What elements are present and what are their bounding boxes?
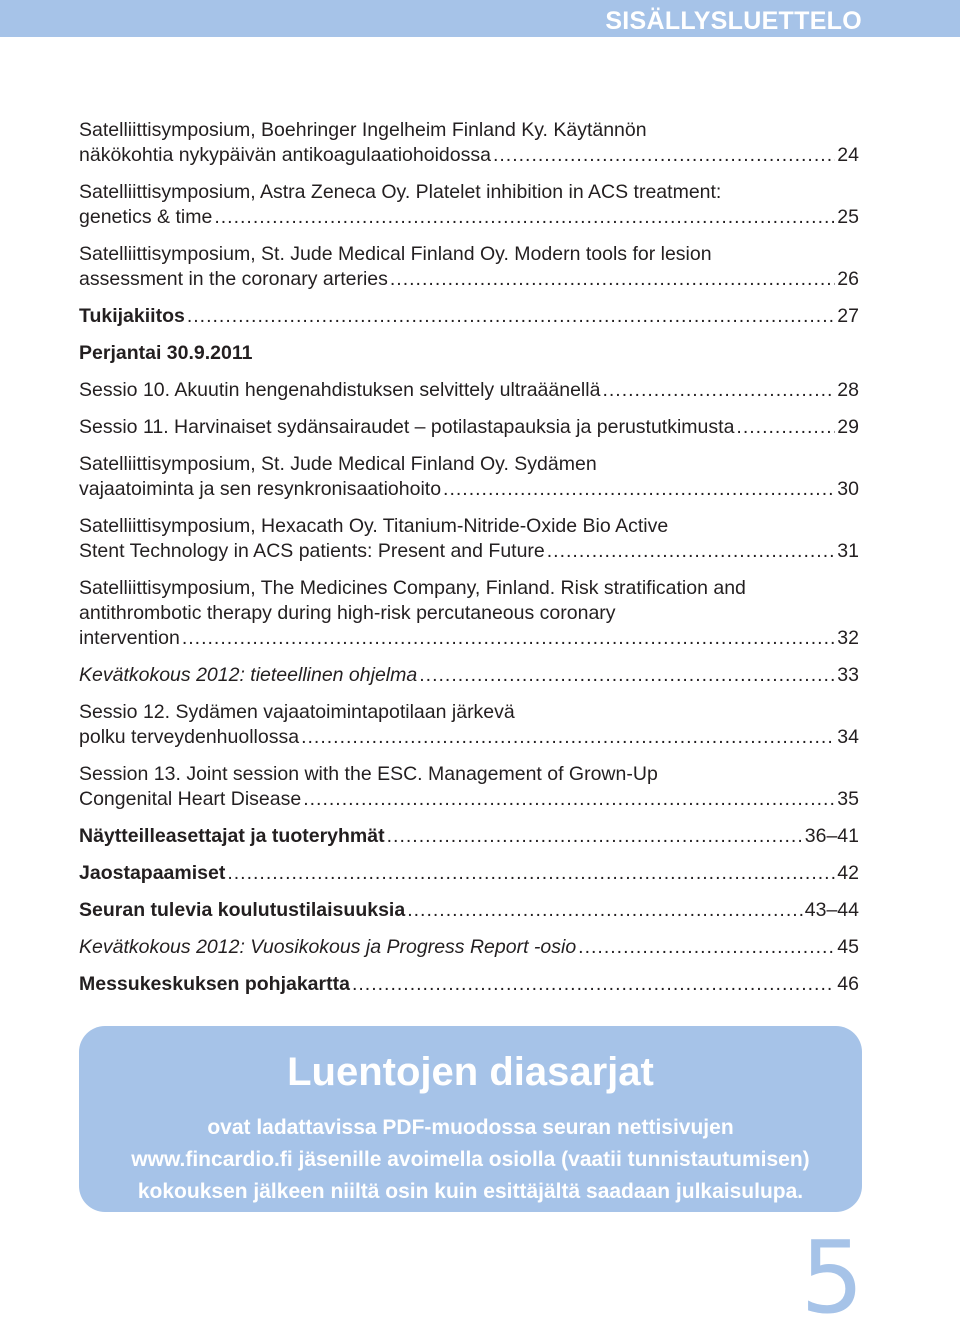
toc-entry-text: Sessio 12. Sydämen vajaatoimintapotilaan järkevä [79, 701, 515, 723]
info-box-line: kokouksen jälkeen niiltä osin kuin esittäjältä saadaan julkaisulupa. [137, 1180, 804, 1203]
page-ref: 42 [837, 862, 859, 884]
info-box-line: ovat ladattavissa PDF-muodossa seuran nettisivujen [207, 1116, 734, 1139]
page-ref: 31 [837, 540, 859, 562]
toc-entry-text: Session 13. Joint session with the ESC. Management of Grown-Up [79, 763, 658, 785]
toc-entry[interactable] [79, 972, 859, 997]
leader-dots [227, 861, 835, 886]
page-ref: 29 [837, 416, 859, 438]
page-ref: 33 [837, 664, 859, 686]
toc-entry-text: Kevätkokous 2012: tieteellinen ohjelma [79, 664, 418, 686]
page-ref: 28 [837, 379, 859, 401]
toc-entry-text: näkökohtia nykypäivän antikoagulaatiohoidossa [79, 144, 491, 166]
page-ref: 36–41 [804, 825, 859, 847]
toc-entry-text: Satelliittisymposium, Boehringer Ingelheim Finland Ky. Käytännön [79, 119, 647, 141]
page-ref: 27 [837, 305, 859, 327]
leader-dots [736, 415, 835, 440]
page-ref: 45 [837, 936, 859, 958]
toc-entry[interactable] [79, 304, 859, 329]
page-ref: 25 [837, 206, 859, 228]
toc-entry-text: Sessio 11. Harvinaiset sydänsairaudet – potilastapauksia ja perustutkimusta [79, 416, 735, 438]
toc-entry[interactable] [79, 762, 859, 812]
leader-dots [493, 143, 835, 168]
section-title: SISÄLLYSLUETTELO [605, 7, 862, 35]
leader-dots [390, 267, 835, 292]
leader-dots [214, 205, 835, 230]
toc-entry[interactable] [79, 576, 859, 651]
toc-entry-text: intervention [79, 627, 180, 649]
page-number: 5 [800, 1219, 864, 1336]
leader-dots [387, 824, 803, 849]
leader-dots [578, 935, 835, 960]
leader-dots [547, 539, 836, 564]
leader-dots [602, 378, 835, 403]
leader-dots [301, 725, 835, 750]
toc-entry-text: Messukeskuksen pohjakartta [79, 973, 350, 995]
page-ref: 35 [837, 788, 859, 810]
info-box-line[interactable]: www.fincardio.fi jäsenille avoimella osiolla (vaatii tunnistautumisen) [131, 1148, 810, 1171]
toc-entry[interactable] [79, 700, 859, 750]
toc-entry-text: Näytteilleasettajat ja tuoteryhmät [79, 825, 385, 847]
leader-dots [443, 477, 835, 502]
toc-entry-text: vajaatoiminta ja sen resynkronisaatiohoito [79, 478, 442, 500]
toc-entry-text: polku terveydenhuollossa [79, 726, 300, 748]
leader-dots [182, 626, 835, 651]
toc-entry[interactable] [79, 514, 859, 564]
toc-entry[interactable] [79, 861, 859, 886]
toc-entry[interactable] [79, 824, 859, 849]
toc-entry-text: Satelliittisymposium, St. Jude Medical Finland Oy. Modern tools for lesion [79, 243, 712, 265]
leader-dots [419, 663, 835, 688]
leader-dots [187, 304, 835, 329]
toc-entry[interactable] [79, 378, 859, 403]
day-heading: Perjantai 30.9.2011 [79, 342, 253, 364]
toc-entry[interactable] [79, 663, 859, 688]
page-ref: 43–44 [804, 899, 859, 921]
page-ref: 32 [837, 627, 859, 649]
toc-entry-text: antithrombotic therapy during high-risk percutaneous coronary [79, 602, 616, 624]
page-ref: 34 [837, 726, 859, 748]
toc-entry-text: assessment in the coronary arteries [79, 268, 388, 290]
toc-entry-text: Satelliittisymposium, Astra Zeneca Oy. Platelet inhibition in ACS treatment: [79, 181, 722, 203]
toc-entry[interactable] [79, 452, 859, 502]
toc-entry-text: Stent Technology in ACS patients: Present and Future [79, 540, 545, 562]
toc-entry-text: Satelliittisymposium, The Medicines Company, Finland. Risk stratification and [79, 577, 746, 599]
header-bar [0, 0, 960, 37]
toc-entry-text: genetics & time [79, 206, 213, 228]
toc-entry[interactable] [79, 898, 859, 923]
toc-entry[interactable] [79, 415, 859, 440]
toc-entry[interactable] [79, 935, 859, 960]
page-ref: 26 [837, 268, 859, 290]
toc-entry-text: Kevätkokous 2012: Vuosikokous ja Progress Report -osio [79, 936, 577, 958]
toc-entry-text: Jaostapaamiset [79, 862, 226, 884]
leader-dots [352, 972, 835, 997]
toc-entry-text: Seuran tulevia koulutustilaisuuksia [79, 899, 406, 921]
toc-entry[interactable] [79, 118, 859, 168]
toc-entry-text: Satelliittisymposium, St. Jude Medical Finland Oy. Sydämen [79, 453, 597, 475]
page-ref: 24 [837, 144, 859, 166]
page-ref: 30 [837, 478, 859, 500]
toc-entry-text: Satelliittisymposium, Hexacath Oy. Titanium-Nitride-Oxide Bio Active [79, 515, 669, 537]
info-box [79, 1026, 862, 1212]
toc-entry-text: Congenital Heart Disease [79, 788, 302, 810]
toc-entry-text: Tukijakiitos [79, 305, 185, 327]
toc-entry[interactable] [79, 180, 859, 230]
toc-entry[interactable] [79, 242, 859, 292]
leader-dots [303, 787, 835, 812]
toc-entry-text: Sessio 10. Akuutin hengenahdistuksen selvittely ultraäänellä [79, 379, 601, 401]
leader-dots [407, 898, 803, 923]
info-box-title: Luentojen diasarjat [287, 1050, 654, 1094]
page-ref: 46 [837, 973, 859, 995]
table-of-contents [79, 118, 859, 1009]
